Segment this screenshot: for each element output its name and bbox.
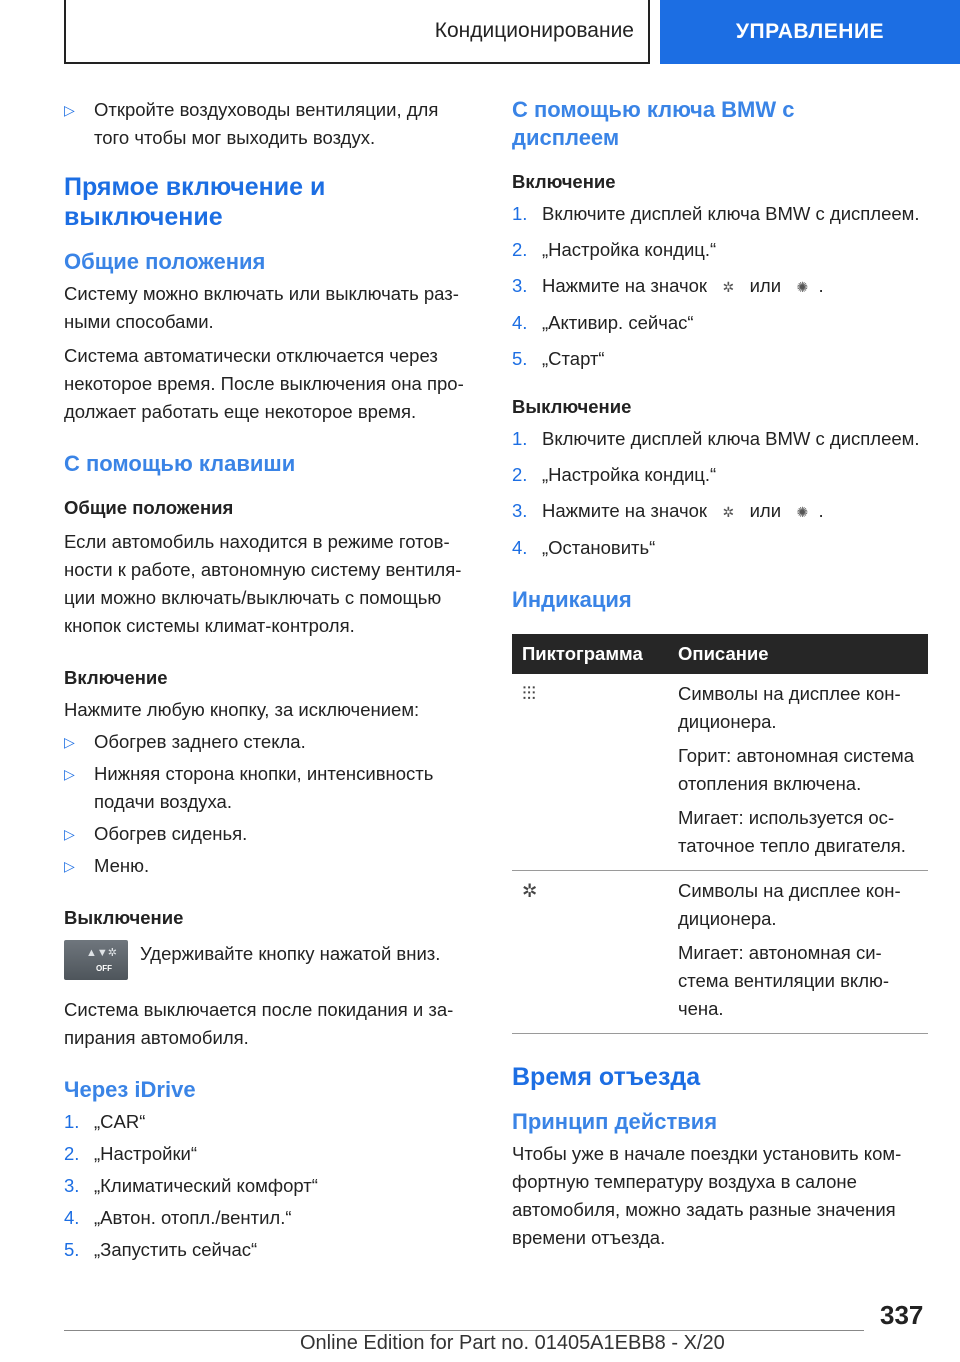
list-item: 3. „Климатический комфорт“ [64,1175,318,1196]
ventilation-icon: ✲ [722,279,735,295]
paragraph-ways: Систему можно включать или выключать разными способами. [64,283,459,332]
fan-off-button-image [64,940,128,980]
paragraph-principle: Чтобы уже в начале поездки установить комфортную температуру воздуха в салоне автомобиля, можно задать разные значения времени отъезда. [512,1143,902,1248]
footer-divider [64,1330,864,1331]
fan-icon: ▲▼✲ [86,947,117,959]
idrive-steps [64,1108,476,1264]
ventilation-icon: ✲ [512,871,668,1034]
list-item: ▷ Меню. [64,852,476,880]
heading-button: С помощью клавиши [64,451,296,476]
description-cell: Символы на дисплее кондиционера. Горит: автономная система отопления включена. Мигает: используется остаточное тепло двигателя. [668,674,928,871]
list-item: 1. Включите дисплей ключа BMW с дисплеем. [512,428,920,449]
list-item: 3. Нажмите на значок ✲ или ✺ . [512,497,928,526]
heading-principle: Принцип действия [512,1109,718,1134]
list-item: 2. „Настройка кондиц.“ [512,464,717,485]
list-item: 4. „Активир. сейчас“ [512,312,694,333]
paragraph-ready: Если автомобиль находится в режиме готовности к работе, автономную систему вентиляции можно включать/выключать с помощью кнопок системы климат-контроля. [64,531,462,636]
heading-off: Выключение [64,907,184,928]
list-item: 3. Нажмите на значок ✲ или ✺ . [512,272,928,301]
heating-icon: ⫶⫶⫶ [512,674,668,871]
key-off-steps [512,425,928,562]
heading-key-on: Включение [512,171,616,192]
list-item: 4. „Автон. отопл./вентил.“ [64,1207,292,1228]
footer-edition: Online Edition for Part no. 01405A1EBB8 - X/20 [300,1332,725,1354]
off-instruction [64,940,476,980]
list-item: 1. „CAR“ [64,1111,146,1132]
heading-indication: Индикация [512,587,632,612]
heading-button-general: Общие положения [64,497,234,518]
off-text: Удерживайте кнопку нажатой вниз. [140,943,441,964]
page-number: 337 [880,1300,924,1330]
chapter-title: УПРАВЛЕНИЕ [735,20,885,43]
list-item: 5. „Старт“ [512,348,605,369]
list-item: 2. „Настройки“ [64,1143,198,1164]
heading-on: Включение [64,667,168,688]
list-item: ▷ Обогрев сиденья. [64,820,476,848]
indication-table [512,634,928,1034]
heading-departure: Время отъезда [512,1063,701,1091]
header-section-tab [64,0,650,64]
exceptions-list [64,728,476,880]
intro-list [64,96,476,152]
list-item: ▷ Обогрев заднего стекла. [64,728,476,756]
key-on-steps [512,200,928,373]
list-item: 5. „Запустить сейчас“ [64,1239,258,1260]
list-item: 4. „Остановить“ [512,537,656,558]
heading-direct: Прямое включение и выключение [64,173,326,231]
ventilation-icon: ✲ [722,504,735,520]
table-header-row [512,634,928,674]
intro-bullet: ▷ Откройте воздуховоды вентиляции, для того чтобы мог выходить воздух. [64,96,476,152]
paragraph-lock-off: Система выключается после покидания и запирания автомобиля. [64,999,454,1048]
list-item: ▷ Нижняя сторона кнопки, интенсивность подачи воздуха. [64,760,476,816]
description-cell: Символы на дисплее кондиционера. Мигает: автономная система вентиляции включена. [668,871,928,1034]
table-row [512,871,928,1034]
heading-key: С помощью ключа BMW с дисплеем [512,97,795,150]
heating-fan-icon: ✺ [796,279,809,295]
table-row [512,674,928,871]
header-chapter-tab [660,0,960,64]
list-item: 2. „Настройка кондиц.“ [512,239,717,260]
right-column [512,96,928,1252]
heading-general: Общие положения [64,249,266,274]
paragraph-auto-off: Система автоматически отключается через некоторое время. После выключения она продолжает работать еще некоторое время. [64,345,464,422]
list-item: 1. Включите дисплей ключа BMW с дисплеем. [512,203,920,224]
section-title: Кондиционирование [434,19,634,42]
heading-key-off: Выключение [512,396,632,417]
left-column [64,96,476,1264]
column-header-icon: Пиктограмма [512,634,668,674]
off-label: OFF [96,964,112,973]
heating-fan-icon: ✺ [796,504,809,520]
column-header-description: Описание [668,634,928,674]
heading-idrive: Через iDrive [64,1077,196,1102]
paragraph-press: Нажмите любую кнопку, за исключением: [64,699,420,720]
